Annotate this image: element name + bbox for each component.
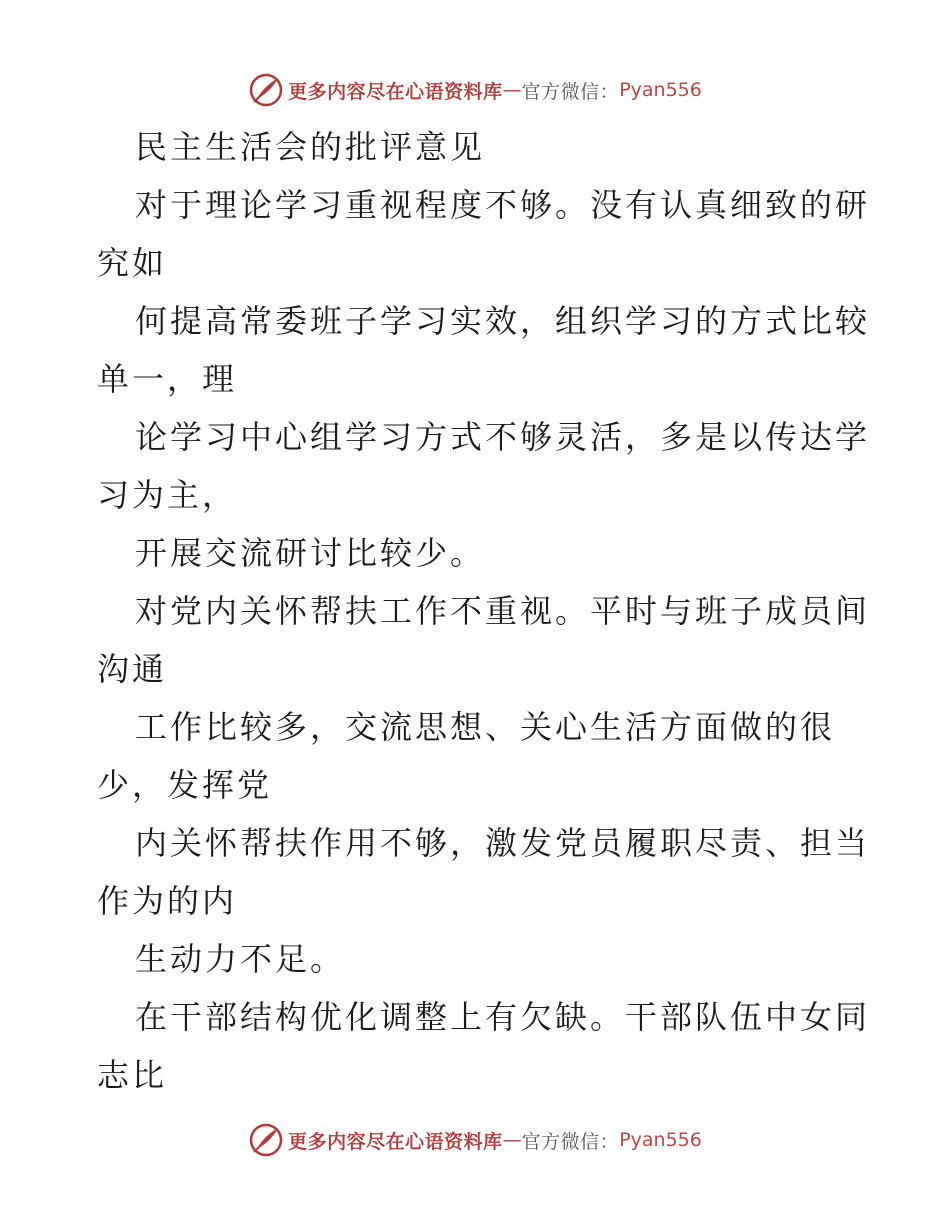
text-line: 少，发挥党 xyxy=(97,766,273,804)
feather-pen-circle-icon xyxy=(248,1122,284,1158)
watermark-account: Pyan556 xyxy=(619,1129,702,1151)
text-line: 究如 xyxy=(97,244,168,282)
feather-pen-circle-icon xyxy=(248,72,284,108)
watermark-label: 官方微信： xyxy=(521,80,620,103)
document-body xyxy=(97,118,871,1104)
text-line: 对于理论学习重视程度不够。没有认真细致的研 xyxy=(135,186,871,224)
text-line: 沟通 xyxy=(97,650,168,688)
text-line: 民主生活会的批评意见 xyxy=(135,128,486,166)
watermark-account: Pyan556 xyxy=(619,79,702,101)
text-line: 在干部结构优化调整上有欠缺。干部队伍中女同 xyxy=(135,998,871,1036)
text-line: 作为的内 xyxy=(97,882,238,920)
text-line: 单一，理 xyxy=(97,360,238,398)
header-watermark xyxy=(0,70,950,110)
text-line: 何提高常委班子学习实效，组织学习的方式比较 xyxy=(135,302,871,340)
text-line: 生动力不足。 xyxy=(135,940,346,978)
footer-watermark xyxy=(0,1120,950,1160)
watermark-dash: — xyxy=(502,1129,522,1151)
watermark-brand: 更多内容尽在心语资料库 xyxy=(288,80,503,103)
text-line: 习为主， xyxy=(97,476,238,514)
watermark-label: 官方微信： xyxy=(521,1130,620,1153)
text-line: 志比 xyxy=(97,1056,168,1094)
text-line: 工作比较多，交流思想、关心生活方面做的很 xyxy=(135,708,836,746)
text-line: 论学习中心组学习方式不够灵活，多是以传达学 xyxy=(135,418,871,456)
text-line: 开展交流研讨比较少。 xyxy=(135,534,486,572)
watermark-dash: — xyxy=(502,79,522,101)
watermark-brand: 更多内容尽在心语资料库 xyxy=(288,1130,503,1153)
text-line: 内关怀帮扶作用不够，激发党员履职尽责、担当 xyxy=(135,824,871,862)
text-line: 对党内关怀帮扶工作不重视。平时与班子成员间 xyxy=(135,592,871,630)
